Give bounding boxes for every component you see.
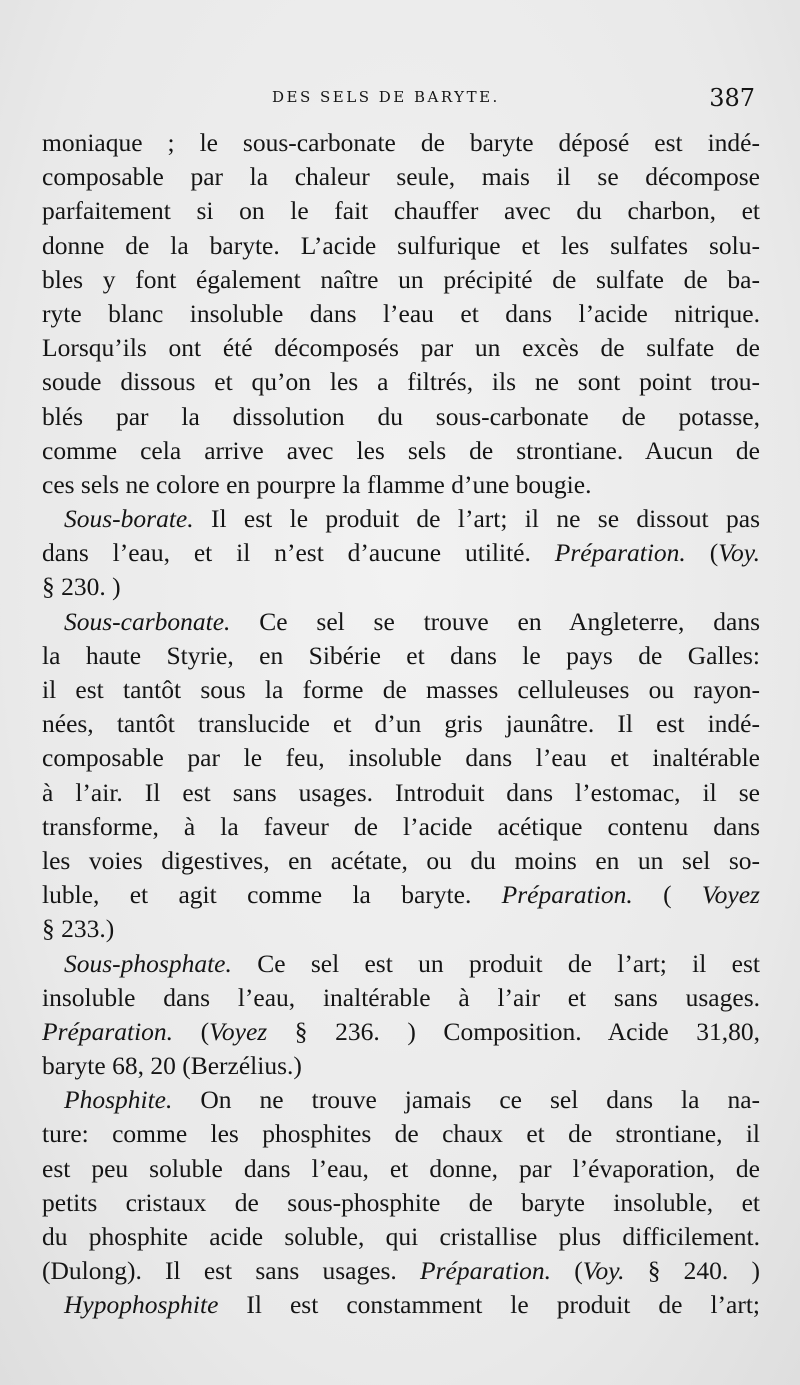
text-segment: ture: comme les phosphites de chaux et de strontiane, il — [42, 1119, 760, 1149]
text-segment: ( — [173, 1016, 210, 1046]
text-segment: (Dulong). Il est sans usages. — [42, 1256, 420, 1286]
text-line — [42, 160, 760, 194]
text-segment: les voies digestives, en acétate, ou du moins en un sel so- — [42, 845, 760, 875]
text-segment: transforme, à la faveur de l’acide acétique contenu dans — [42, 811, 760, 841]
text-segment: baryte 68, 20 (Berzélius.) — [42, 1051, 302, 1081]
text-line — [42, 810, 760, 844]
italic-term: Voy. — [718, 538, 760, 568]
text-segment: § 230. ) — [42, 572, 121, 602]
text-segment: § 240. ) — [624, 1256, 760, 1286]
italic-term: Sous-borate. — [64, 504, 194, 534]
text-segment: ces sels ne colore en pourpre la flamme d’une bougie. — [42, 469, 592, 499]
text-line — [42, 1152, 760, 1186]
text-segment: Il est le produit de l’art; il ne se dissout pas — [193, 504, 760, 534]
text-segment: § 233.) — [42, 914, 115, 944]
text-segment: luble, et agit comme la baryte. — [42, 880, 502, 910]
italic-term: Préparation. — [554, 538, 686, 568]
text-line — [42, 1254, 760, 1288]
text-line — [42, 1049, 760, 1083]
text-segment: parfaitement si on le fait chauffer avec du charbon, et — [42, 196, 760, 226]
text-line — [42, 229, 760, 263]
text-segment: soude dissous et qu’on les a filtrés, ils ne sont point trou- — [42, 367, 760, 397]
italic-term: Phosphite. — [64, 1085, 173, 1115]
page-number: 387 — [709, 84, 755, 112]
text-segment: Il est constamment le produit de l’art; — [218, 1290, 760, 1320]
running-title: DES SELS DE BARYTE. — [272, 88, 500, 106]
text-line — [42, 844, 760, 878]
text-segment: nées, tantôt translucide et d’un gris jaunâtre. Il est indé- — [42, 709, 760, 739]
text-line — [42, 981, 760, 1015]
text-segment: du phosphite acide soluble, qui cristallise plus difficilement. — [42, 1222, 760, 1251]
italic-term: Préparation. — [42, 1016, 174, 1046]
text-line — [42, 331, 760, 365]
italic-term: Voyez — [701, 880, 760, 910]
text-line — [42, 912, 760, 946]
page-header — [0, 84, 800, 114]
text-line — [42, 1288, 760, 1322]
text-segment: Ce sel se trouve en Angleterre, dans — [230, 606, 760, 636]
text-segment: Lorsqu’ils ont été décomposés par un excès de sulfate de — [42, 333, 760, 363]
text-line — [42, 194, 760, 228]
italic-term: Préparation. — [501, 880, 633, 910]
text-line — [42, 400, 760, 434]
italic-term: Voyez — [209, 1016, 268, 1046]
text-line — [42, 536, 760, 570]
text-segment: Ce sel est un produit de l’art; il est — [231, 948, 760, 978]
text-segment: il est tantôt sous la forme de masses celluleuses ou rayon- — [42, 675, 760, 704]
text-line — [42, 673, 760, 707]
text-line — [42, 776, 760, 810]
text-segment: composable par le feu, insoluble dans l’eau et inaltérable — [42, 743, 760, 773]
text-segment: dans l’eau, et il n’est d’aucune utilité. — [42, 538, 555, 568]
italic-term: Voy. — [582, 1256, 625, 1286]
text-line — [42, 434, 760, 468]
text-segment: ( — [551, 1256, 583, 1286]
italic-term: Préparation. — [420, 1256, 552, 1286]
text-line — [42, 365, 760, 399]
text-segment: ( — [685, 538, 719, 568]
text-line — [42, 1015, 760, 1049]
text-segment: moniaque ; le sous-carbonate de baryte déposé est indé- — [42, 128, 760, 157]
text-line — [42, 878, 760, 912]
text-line — [42, 468, 760, 502]
text-segment: comme cela arrive avec les sels de strontiane. Aucun de — [42, 435, 760, 465]
text-segment: § 236. ) Composition. Acide 31,80, — [267, 1016, 760, 1046]
text-segment: composable par la chaleur seule, mais il se décompose — [42, 162, 760, 192]
text-segment: est peu soluble dans l’eau, et donne, par l’évaporation, de — [42, 1153, 760, 1183]
text-segment: à l’air. Il est sans usages. Introduit dans l’estomac, il se — [42, 777, 760, 807]
text-line — [42, 605, 760, 639]
text-line — [42, 1186, 760, 1220]
text-segment: ryte blanc insoluble dans l’eau et dans l’acide nitrique. — [42, 298, 760, 328]
text-segment: insoluble dans l’eau, inaltérable à l’air et sans usages. — [42, 982, 760, 1012]
text-segment: On ne trouve jamais ce sel dans la na- — [172, 1085, 760, 1115]
body-text — [42, 126, 760, 1323]
italic-term: Sous-phosphate. — [64, 948, 232, 978]
text-line — [42, 570, 760, 604]
text-line — [42, 126, 760, 160]
italic-term: Sous-carbonate. — [64, 606, 231, 636]
text-line — [42, 1220, 760, 1254]
text-line — [42, 639, 760, 673]
text-segment: la haute Styrie, en Sibérie et dans le pays de Galles: — [42, 640, 760, 670]
text-line — [42, 263, 760, 297]
text-line — [42, 1083, 760, 1117]
text-segment: bles y font également naître un précipité de sulfate de ba- — [42, 264, 760, 294]
italic-term: Hypophosphite — [64, 1290, 219, 1320]
text-line — [42, 947, 760, 981]
text-line — [42, 297, 760, 331]
text-line — [42, 1117, 760, 1151]
text-line — [42, 502, 760, 536]
text-line — [42, 707, 760, 741]
text-line — [42, 741, 760, 775]
text-segment: donne de la baryte. L’acide sulfurique et les sulfates solu- — [42, 230, 760, 260]
text-segment: petits cristaux de sous-phosphite de baryte insoluble, et — [42, 1187, 760, 1217]
text-segment: blés par la dissolution du sous-carbonate de potasse, — [42, 401, 760, 431]
text-segment: ( — [632, 880, 702, 910]
